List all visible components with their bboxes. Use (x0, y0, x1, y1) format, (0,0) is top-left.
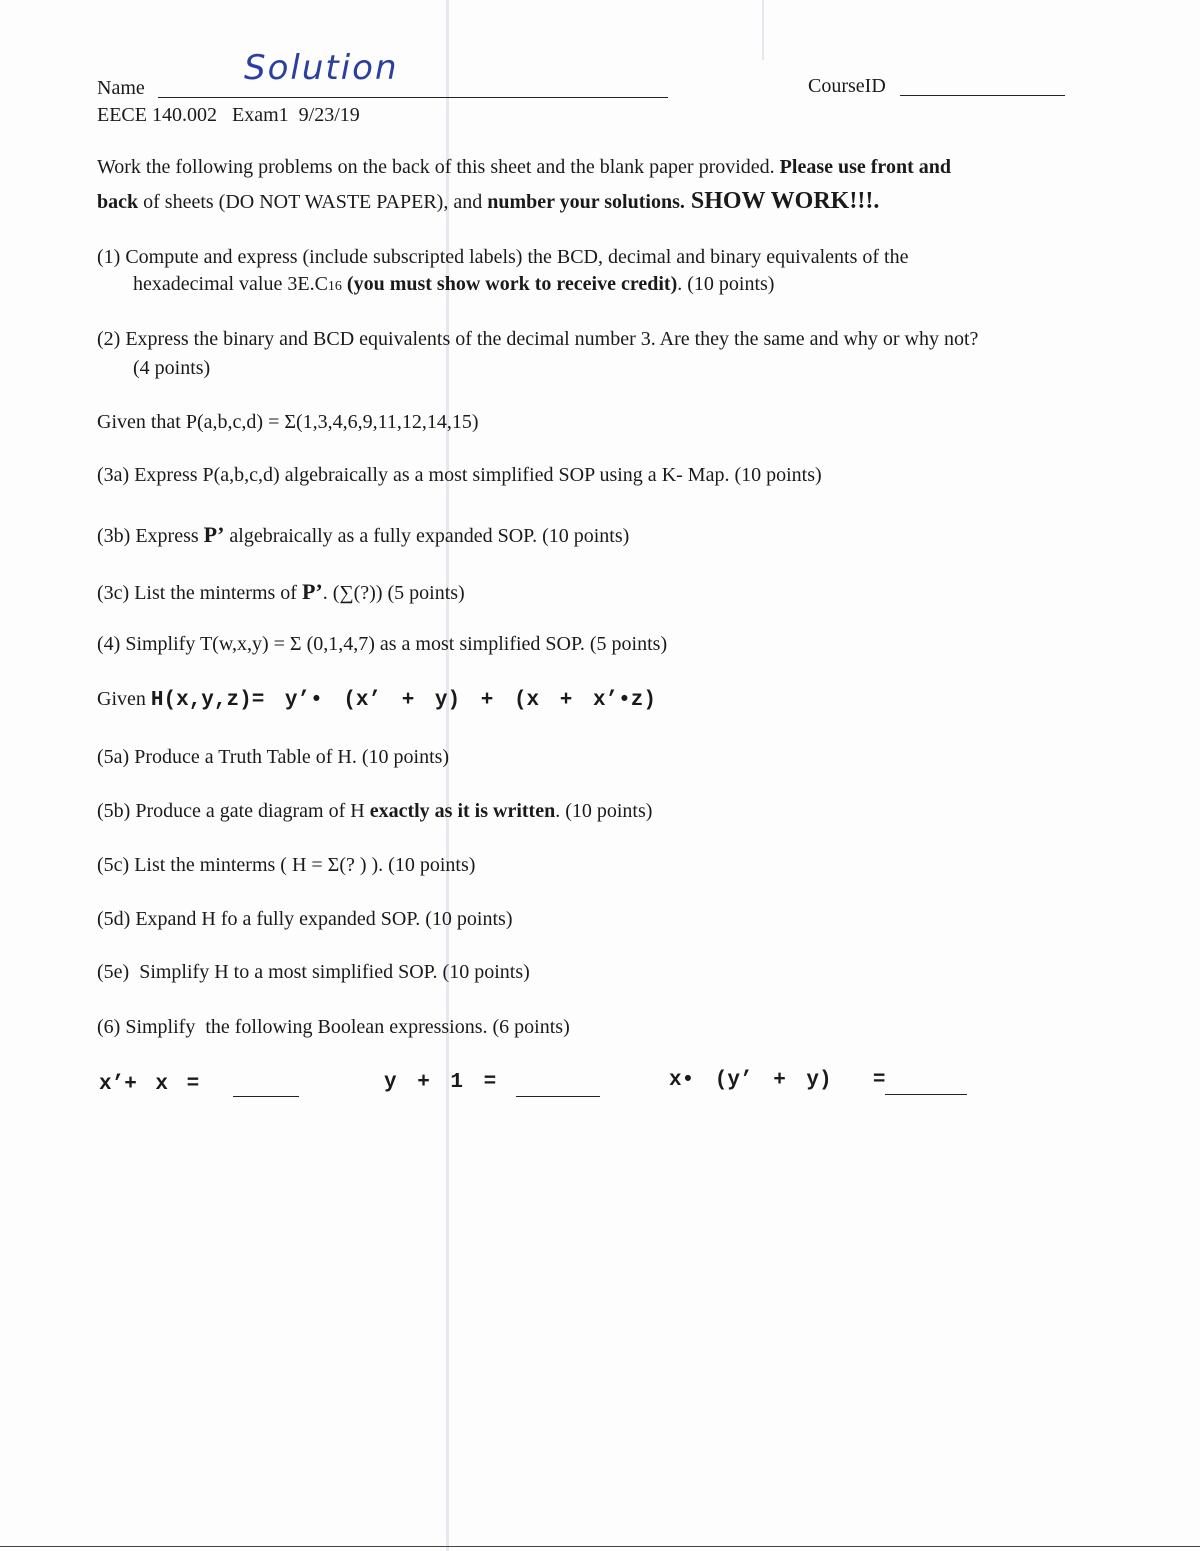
problem-5b-points: . (10 points) (555, 800, 653, 822)
scan-fold-line (446, 0, 449, 1551)
problem-5a: (5a) Produce a Truth Table of H. (10 points) (97, 746, 450, 768)
answer-blank-2 (516, 1096, 600, 1097)
problem-5b-emphasis: exactly as it is written (369, 800, 556, 822)
problem-4: (4) Simplify T(w,x,y) = Σ (0,1,4,7) as a most simplified SOP. (5 points) (97, 633, 668, 655)
answer-blank-3 (885, 1094, 967, 1095)
problem-5b (97, 800, 652, 823)
problem-3c-text-2: . (∑(?)) (5 points) (322, 582, 465, 604)
instructions-line-2 (97, 188, 879, 215)
instructions-show-work: SHOW WORK!!!. (684, 188, 880, 214)
problem-3c-text: (3c) List the minterms of (97, 582, 302, 604)
instructions-text: Work the following problems on the back of this sheet and the blank paper provided. (97, 156, 780, 178)
problem-5b-text: (5b) Produce a gate diagram of H (97, 800, 370, 822)
problem-5d: (5d) Expand H fo a fully expanded SOP. (10 points) (97, 908, 513, 930)
problem-1-hex: hexadecimal value 3E.C (133, 273, 328, 295)
instructions-number: number your solutions. (487, 191, 685, 213)
simplify-expression-1: x’+ x = (99, 1073, 200, 1096)
answer-blank-1 (233, 1096, 299, 1097)
simplify-expression-2: y + 1 = (384, 1071, 497, 1094)
given-h (97, 688, 656, 712)
problem-6: (6) Simplify the following Boolean expressions. (6 points) (97, 1016, 570, 1038)
given-p: Given that P(a,b,c,d) = Σ(1,3,4,6,9,11,12,14,15) (97, 411, 479, 433)
problem-3c-p-prime: P’ (301, 579, 323, 604)
problem-3b-text-2: algebraically as a fully expanded SOP. (10 points) (224, 525, 630, 547)
simplify-expression-3: x• (y’ + y) = (669, 1069, 886, 1092)
instructions-emphasis: Please use front and (779, 156, 951, 178)
problem-2-line-1: (2) Express the binary and BCD equivalents of the decimal number 3. Are they the same and why or why not? (97, 328, 979, 350)
name-value-handwritten: Solution (244, 48, 399, 88)
problem-1-subscript: 16 (327, 279, 342, 294)
given-h-expression: H(x,y,z)= y’• (x’ + y) + (x + x’•z) (150, 689, 656, 712)
problem-1-emphasis: (you must show work to receive credit) (341, 273, 678, 295)
problem-1-line-2 (133, 273, 774, 296)
scan-fold-line-2 (762, 0, 764, 60)
problem-1-line-1: (1) Compute and express (include subscripted labels) the BCD, decimal and binary equivalents of the (97, 246, 909, 268)
problem-5e: (5e) Simplify H to a most simplified SOP. (10 points) (97, 961, 530, 983)
name-label: Name (97, 77, 145, 99)
problem-3b-p-prime: P’ (203, 522, 225, 547)
instructions-line-1 (97, 156, 951, 179)
problem-2-line-2: (4 points) (133, 357, 211, 379)
problem-5c: (5c) List the minterms ( H = Σ(? ) ). (10 points) (97, 854, 476, 876)
problem-3b-text: (3b) Express (97, 525, 204, 547)
course-id-underline (900, 95, 1065, 96)
given-h-label: Given (97, 688, 151, 710)
instructions-text-2: of sheets (DO NOT WASTE PAPER), and (138, 191, 488, 213)
problem-3b (97, 522, 629, 548)
problem-3a: (3a) Express P(a,b,c,d) algebraically as a most simplified SOP using a K- Map. (10 points) (97, 464, 822, 486)
course-id-label: CourseID (808, 75, 886, 97)
course-info: EECE 140.002 Exam1 9/23/19 (97, 104, 360, 126)
name-underline (158, 97, 668, 98)
problem-1-points: . (10 points) (677, 273, 775, 295)
instructions-back: back (97, 191, 139, 213)
scan-bottom-edge (0, 1546, 1200, 1547)
problem-3c (97, 579, 465, 605)
